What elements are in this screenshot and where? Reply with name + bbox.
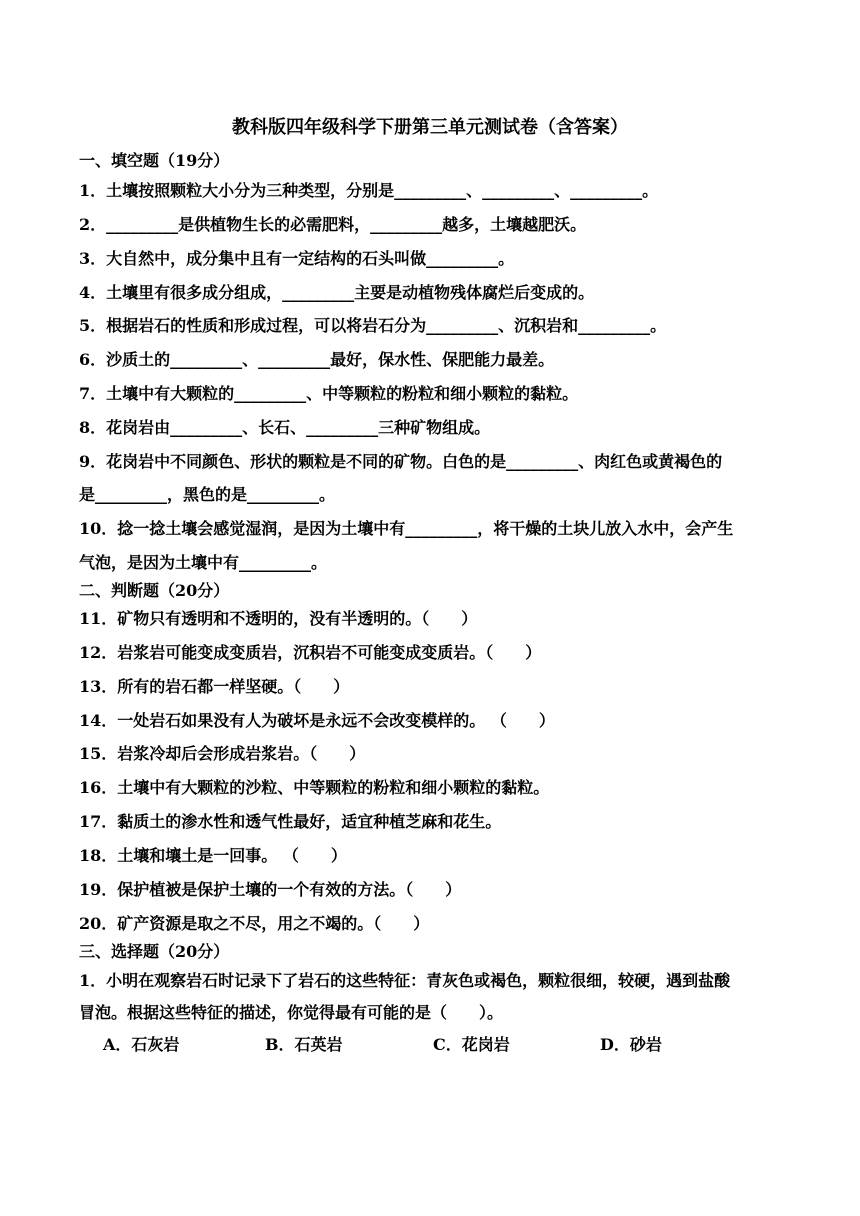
question-10-line-2: 气泡，是因为土壤中有_________。 — [79, 553, 328, 572]
question-18: 18．土壤和壤土是一回事。 （ ） — [79, 846, 347, 865]
question-9-line-1: 9．花岗岩中不同颜色、形状的颗粒是不同的矿物。白色的是_________、肉红色或黄褐色的 — [79, 452, 723, 471]
section-multiple-choice-heading: 三、选择题（20分） — [79, 942, 230, 961]
question-8: 8．花岗岩由_________、长石、_________三种矿物组成。 — [79, 418, 491, 437]
option-d: D．砂岩 — [600, 1035, 662, 1054]
option-a: A．石灰岩 — [103, 1035, 180, 1054]
section-fill-blank-heading: 一、填空题（19分） — [79, 151, 230, 170]
question-7: 7．土壤中有大颗粒的_________、中等颗粒的粉粒和细小颗粒的黏粒。 — [79, 384, 579, 403]
question-17: 17．黏质土的渗水性和透气性最好，适宜种植芝麻和花生。 — [79, 812, 502, 831]
page-title: 教科版四年级科学下册第三单元测试卷（含答案） — [232, 117, 628, 138]
question-15: 15．岩浆冷却后会形成岩浆岩。（ ） — [79, 744, 366, 763]
question-13: 13．所有的岩石都一样坚硬。（ ） — [79, 677, 350, 696]
question-20: 20．矿产资源是取之不尽，用之不竭的。（ ） — [79, 914, 430, 933]
choice-question-1-line-2: 冒泡。根据这些特征的描述，你觉得最有可能的是（ ）。 — [79, 1003, 504, 1022]
question-11: 11．矿物只有透明和不透明的，没有半透明的。（ ） — [79, 609, 478, 628]
question-19: 19．保护植被是保护土壤的一个有效的方法。（ ） — [79, 880, 462, 899]
question-3: 3．大自然中，成分集中且有一定结构的石头叫做_________。 — [79, 249, 515, 268]
question-12: 12．岩浆岩可能变成变质岩，沉积岩不可能变成变质岩。（ ） — [79, 643, 542, 662]
question-5: 5．根据岩石的性质和形成过程，可以将岩石分为_________、沉积岩和_________。 — [79, 316, 667, 335]
question-1: 1．土壤按照颗粒大小分为三种类型，分别是_________、_________、_________。 — [79, 181, 659, 200]
choice-question-1-line-1: 1．小明在观察岩石时记录下了岩石的这些特征：青灰色或褐色，颗粒很细，较硬，遇到盐酸 — [79, 971, 731, 990]
question-14: 14．一处岩石如果没有人为破坏是永远不会改变模样的。 （ ） — [79, 711, 555, 730]
question-6: 6．沙质土的_________、_________最好，保水性、保肥能力最差。 — [79, 350, 555, 369]
option-c: C．花岗岩 — [433, 1035, 510, 1054]
choice-options — [0, 1034, 860, 1058]
option-b: B．石英岩 — [265, 1035, 343, 1054]
question-4: 4．土壤里有很多成分组成，_________主要是动植物残体腐烂后变成的。 — [79, 283, 595, 302]
section-true-false-heading: 二、判断题（20分） — [79, 581, 230, 600]
question-10-line-1: 10．捻一捻土壤会感觉湿润，是因为土壤中有_________，将干燥的土块儿放入水中，会产生 — [79, 519, 734, 538]
question-2: 2．_________是供植物生长的必需肥料，_________越多，土壤越肥沃。 — [79, 215, 587, 234]
question-16: 16．土壤中有大颗粒的沙粒、中等颗粒的粉粒和细小颗粒的黏粒。 — [79, 778, 550, 797]
question-9-line-2: 是_________，黑色的是_________。 — [79, 485, 336, 504]
